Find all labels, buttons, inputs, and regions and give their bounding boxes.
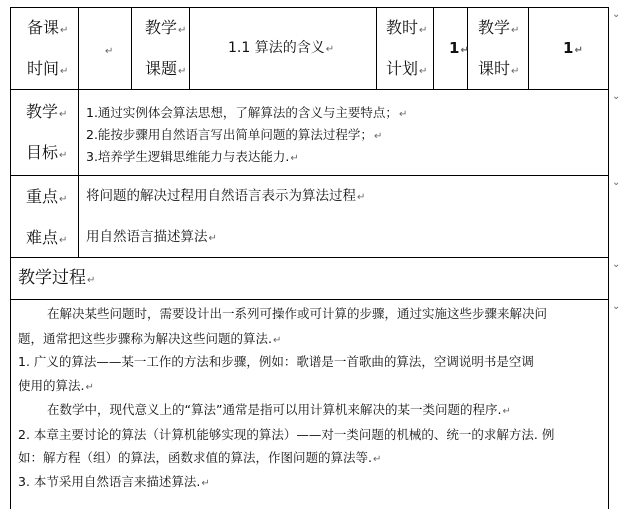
goals-label-1: 教学↵ xyxy=(26,102,68,121)
process-title: 教学过程↵ xyxy=(18,268,96,288)
table-border-right xyxy=(608,7,609,509)
process-line-2: 题，通常把这些步骤称为解决这些问题的算法.↵ xyxy=(18,331,282,346)
row-end-mark-1: ⌄ xyxy=(612,9,620,20)
class-label-1: 教学↵ xyxy=(478,18,520,37)
process-line-8: 3. 本节采用自然语言来描述算法.↵ xyxy=(18,474,210,489)
difficult-point-text: 用自然语言描述算法↵ xyxy=(86,229,217,245)
table-col-date xyxy=(131,7,132,89)
key-point-text: 将问题的解决过程用自然语言表示为算法过程↵ xyxy=(86,188,366,204)
beike-label-2: 时间↵ xyxy=(27,59,69,78)
table-col-title xyxy=(376,7,377,89)
goal-item-3: 3.培养学生逻辑思维能力与表达能力.↵ xyxy=(86,149,299,164)
hours-label-1: 教时↵ xyxy=(386,18,428,37)
hours-label-2: 计划↵ xyxy=(386,59,428,78)
process-line-5: 在数学中，现代意义上的“算法”通常是指可以用计算机来解决的某一类问题的程序.↵ xyxy=(47,402,511,417)
table-divider-goals xyxy=(10,175,608,176)
row-end-mark-5: ⌄ xyxy=(612,301,620,312)
goals-label-2: 目标↵ xyxy=(26,143,68,162)
table-divider-process xyxy=(10,299,608,300)
table-col-hours xyxy=(433,7,434,89)
subject-label-2: 课题↵ xyxy=(145,59,187,78)
process-line-7: 如：解方程（组）的算法，函数求值的算法，作图问题的算法等.↵ xyxy=(18,450,382,465)
table-border-top xyxy=(10,7,608,8)
goal-item-2: 2.能按步骤用自然语言写出简单问题的算法过程学；↵ xyxy=(86,127,383,142)
goal-item-1: 1.通过实例体会算法思想，了解算法的含义与主要特点；↵ xyxy=(86,105,408,120)
keypoints-label-1: 重点↵ xyxy=(26,187,68,206)
lesson-title: 1.1 算法的含义↵ xyxy=(228,40,335,56)
class-label-2: 课时↵ xyxy=(478,59,520,78)
table-divider-header xyxy=(10,89,608,90)
process-line-1: 在解决某些问题时，需要设计出一系列可操作或可计算的步骤，通过实施这些步骤来解决问 xyxy=(47,306,548,321)
process-line-3: 1. 广义的算法——某一工作的方法和步骤，例如：歌谱是一首歌曲的算法，空调说明书是空调 xyxy=(18,354,534,369)
keypoints-label-2: 难点↵ xyxy=(26,228,68,247)
hours-value: 1↵ xyxy=(449,39,469,57)
table-border-left xyxy=(10,7,11,509)
table-divider-keypoints xyxy=(10,257,608,258)
row-end-mark-3: ⌄ xyxy=(612,177,620,188)
row-end-mark-4: ⌄ xyxy=(612,259,620,270)
table-col-label xyxy=(78,7,79,257)
process-line-6: 2. 本章主要讨论的算法（计算机能够实现的算法）——对一类问题的机械的、统一的求解方法. 例 xyxy=(18,427,555,442)
date-cell-mark: ↵ xyxy=(105,46,114,57)
table-col-class xyxy=(528,7,529,89)
subject-label-1: 教学↵ xyxy=(145,18,187,37)
class-value: 1↵ xyxy=(563,39,583,57)
row-end-mark-2: ⌄ xyxy=(612,91,620,102)
beike-label-1: 备课↵ xyxy=(27,18,69,37)
process-line-4: 使用的算法.↵ xyxy=(18,378,94,393)
table-col-subject xyxy=(189,7,190,89)
